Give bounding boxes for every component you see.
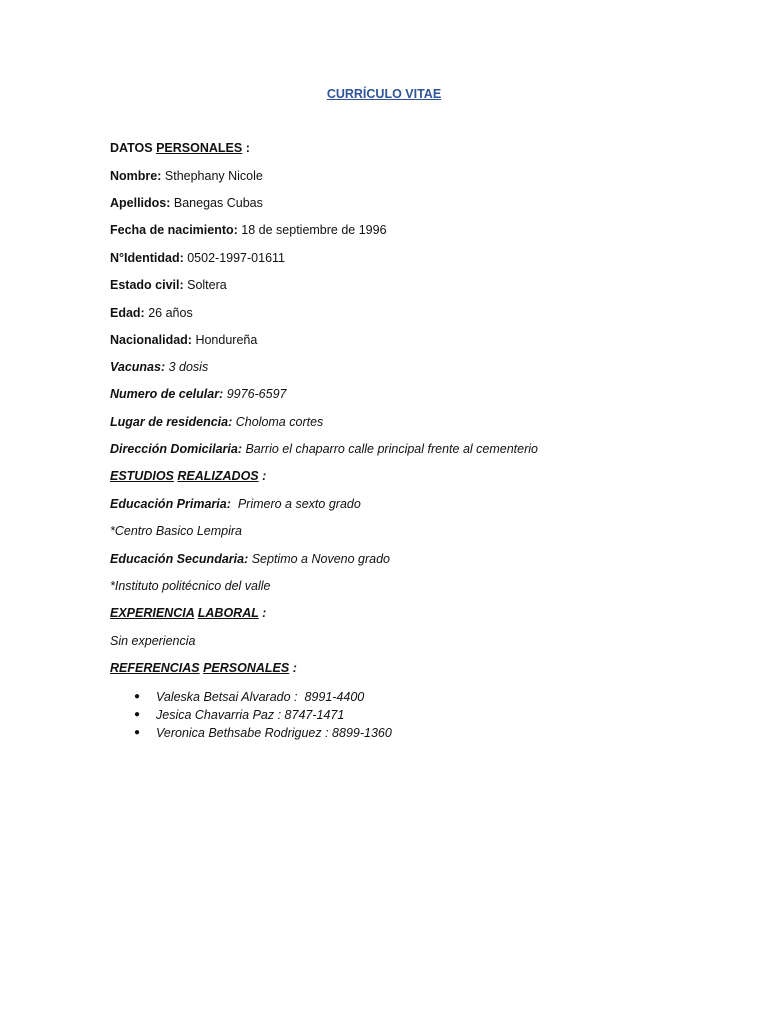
field-nacionalidad xyxy=(110,333,257,347)
field-experiencia-value: Sin experiencia xyxy=(110,634,196,648)
field-direccion xyxy=(110,442,538,456)
field-value: 9976-6597 xyxy=(223,387,287,401)
section-heading-referencias xyxy=(110,661,297,675)
field-label: Edad: xyxy=(110,306,145,320)
field-label: Nacionalidad: xyxy=(110,333,192,347)
field-primaria xyxy=(110,497,361,511)
field-vacunas xyxy=(110,360,208,374)
reference-name: Jesica Chavarria Paz : xyxy=(156,708,282,722)
field-value: 26 años xyxy=(144,306,193,320)
field-label: Fecha de nacimiento: xyxy=(110,223,238,237)
heading-word-experiencia: EXPERIENCIA xyxy=(110,606,195,620)
reference-name: Veronica Bethsabe Rodriguez : xyxy=(156,726,329,740)
references-list xyxy=(110,688,392,742)
field-value: Banegas Cubas xyxy=(170,196,263,210)
field-label: Nombre: xyxy=(110,169,162,183)
heading-word-personales: PERSONALES xyxy=(203,661,290,675)
field-value: Barrio el chaparro calle principal frente al cementerio xyxy=(242,442,538,456)
section-heading-experiencia xyxy=(110,606,266,620)
page-title: CURRÍCULO VITAE xyxy=(326,87,442,101)
heading-word-realizados: REALIZADOS xyxy=(177,469,259,483)
field-estado-civil xyxy=(110,278,227,292)
field-identidad xyxy=(110,251,285,265)
heading-colon: : xyxy=(242,141,250,155)
field-value: 3 dosis xyxy=(165,360,209,374)
field-value: 18 de septiembre de 1996 xyxy=(237,223,387,237)
field-value: 0502-1997-01611 xyxy=(183,251,285,265)
reference-phone: 8899-1360 xyxy=(328,726,392,740)
field-label: Apellidos: xyxy=(110,196,171,210)
field-secundaria xyxy=(110,552,390,566)
section-heading-personal xyxy=(110,141,250,155)
heading-colon: : xyxy=(258,606,267,620)
heading-word-estudios: ESTUDIOS xyxy=(110,469,174,483)
bullet-icon: ● xyxy=(134,709,141,720)
field-nombre xyxy=(110,169,263,183)
reference-name: Valeska Betsai Alvarado : xyxy=(156,690,298,704)
field-value: Hondureña xyxy=(191,333,258,347)
field-apellidos xyxy=(110,196,263,210)
list-item xyxy=(110,706,392,724)
heading-word-datos: DATOS xyxy=(110,141,153,155)
field-label: N°Identidad: xyxy=(110,251,184,265)
bullet-icon: ● xyxy=(134,727,141,738)
field-value: Sthephany Nicole xyxy=(161,169,263,183)
field-label: Dirección Domicilaria: xyxy=(110,442,242,456)
bullet-icon: ● xyxy=(134,691,141,702)
field-secundaria-school: *Instituto politécnico del valle xyxy=(110,579,271,593)
field-edad xyxy=(110,306,193,320)
heading-colon: : xyxy=(289,661,297,675)
heading-word-personales: PERSONALES xyxy=(156,141,243,155)
field-value: Septimo a Noveno grado xyxy=(248,552,390,566)
heading-colon: : xyxy=(258,469,267,483)
section-heading-estudios xyxy=(110,469,266,483)
field-fecha-nacimiento xyxy=(110,223,387,237)
field-value: Choloma cortes xyxy=(232,415,324,429)
field-value: Soltera xyxy=(183,278,227,292)
field-label: Estado civil: xyxy=(110,278,184,292)
field-primaria-school: *Centro Basico Lempira xyxy=(110,524,243,538)
field-value: Primero a sexto grado xyxy=(230,497,361,511)
field-label: Numero de celular: xyxy=(110,387,224,401)
heading-word-laboral: LABORAL xyxy=(197,606,259,620)
field-label: Vacunas: xyxy=(110,360,166,374)
heading-word-referencias: REFERENCIAS xyxy=(110,661,200,675)
field-label: Lugar de residencia: xyxy=(110,415,233,429)
field-label: Educación Secundaria: xyxy=(110,552,249,566)
field-celular xyxy=(110,387,287,401)
reference-phone: 8747-1471 xyxy=(281,708,345,722)
field-label: Educación Primaria: xyxy=(110,497,231,511)
field-residencia xyxy=(110,415,323,429)
list-item xyxy=(110,688,392,706)
list-item xyxy=(110,724,392,742)
reference-phone: 8991-4400 xyxy=(297,690,365,704)
